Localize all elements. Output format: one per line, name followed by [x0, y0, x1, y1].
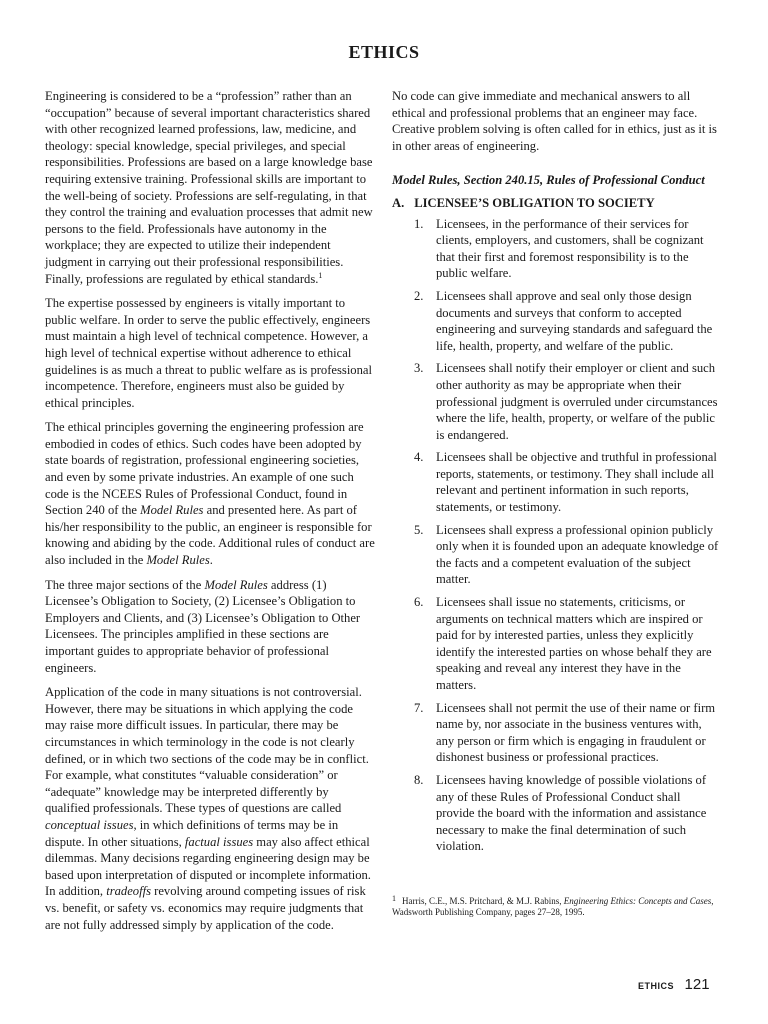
- rule-item: [392, 700, 722, 766]
- paragraph-application-text-d: revolving around competing issues of risk vs. benefit, or safety vs. economics may require judgments that are not fully addressed simply by application of the code.: [45, 884, 366, 932]
- paragraph-no-code: No code can give immediate and mechanical answers to all ethical and professional problems that an engineer may face. Creative problem solving is often called for in ethics, just as it is in other areas of engineering.: [392, 89, 717, 153]
- footnote-text-b: , Wadsworth Publishing Company, pages 27–28, 1995.: [392, 896, 714, 917]
- rule-number: 7.: [414, 700, 424, 715]
- left-column: [45, 88, 375, 941]
- rule-number: 6.: [414, 595, 424, 610]
- rule-number: 3.: [414, 361, 424, 376]
- subsection-heading: [392, 195, 722, 212]
- rule-text: Licensees having knowledge of possible violations of any of these Rules of Professional Conduct shall provide the board with the information and assistance necessary to make the final determination of such violation.: [436, 772, 707, 854]
- rule-text: Licensees shall approve and seal only those design documents and surveys that conform to accepted engineering and surveying standards and safeguard the life, health, property, and welfare of the public.: [436, 288, 713, 353]
- page-number: 121: [684, 976, 710, 993]
- page-title: ETHICS: [348, 42, 420, 62]
- paragraph-application: [45, 684, 375, 933]
- paragraph-expertise: The expertise possessed by engineers is vitally important to public welfare. In order to serve the public effectively, engineers must maintain a high level of technical competence. However, a high level of technical expertise without adherence to ethical guidelines is as much a threat to public welfare as is professional incompetence. Therefore, engineers must also be guided by ethical principles.: [45, 296, 372, 410]
- rules-list: [392, 216, 722, 855]
- paragraph-application-text-c: may also affect ethical dilemmas. Many decisions regarding engineering design may be based upon interpretation of disputed or incomplete information. In addition,: [45, 834, 371, 899]
- paragraph-profession-text: Engineering is considered to be a “profession” rather than an “occupation” because of several important characteristics shared with other recognized learned professions, law, medicine, and theology: special knowledge, special privileges, and special responsibilities. Professions are based on a large knowledge base requiring extensive training. Professional skills are important to the well-being of society. Professions are self-regulating, in that they control the training and evaluation processes that admit new persons to the field. Professionals have autonomy in the workplace; they are expected to utilize their independent judgment in carrying out their professional responsibilities. Finally, professions are regulated by ethical standards.: [45, 89, 373, 286]
- rule-item: [392, 522, 722, 588]
- rule-item: [392, 288, 722, 354]
- right-column: [392, 88, 722, 861]
- model-rules-ref: Model Rules: [146, 553, 210, 568]
- section-heading: Model Rules, Section 240.15, Rules of Professional Conduct: [392, 173, 705, 188]
- paragraph-application-text-a: Application of the code in many situations is not controversial. However, there may be situations in which applying the code may raise more difficult issues. In particular, there may be circumstances in which terminology in the code is not clearly defined, or in which two sections of the code may be in conflict. For example, what constitutes “valuable consideration” or “adequate” knowledge may be interpreted differently by qualified professionals. These types of questions are called: [45, 685, 369, 816]
- term-factual-issues: factual issues: [184, 834, 254, 849]
- rule-item: [392, 594, 722, 694]
- footnote: [392, 896, 722, 918]
- paragraph-codes-text-a: The ethical principles governing the engineering profession are embodied in codes of ethics. Such codes have been adopted by state boards of registration, professional engineering societies, and even by some private industries. An example of one such code is the NCEES Rules of Professional Conduct, found in Section 240 of the: [45, 420, 364, 518]
- paragraph-codes: [45, 419, 375, 568]
- footnote-mark: 1: [392, 894, 396, 903]
- rule-item: [392, 772, 722, 855]
- rule-item: [392, 216, 722, 282]
- paragraph-sections: [45, 577, 375, 677]
- footer-label: ETHICS: [638, 981, 675, 991]
- rule-text: Licensees shall express a professional opinion publicly only when it is founded upon an adequate knowledge of the facts and a competent evaluation of the subject matter.: [436, 522, 719, 587]
- paragraph-application-text-b: , in which definitions of terms may be in dispute. In other situations,: [45, 817, 339, 849]
- footnote-text-a: Harris, C.E., M.S. Pritchard, & M.J. Rabins,: [402, 896, 564, 906]
- rule-text: Licensees, in the performance of their services for clients, employers, and customers, shall be cognizant that their first and foremost responsibility is to the public welfare.: [436, 216, 704, 281]
- subsection-title: LICENSEE’S OBLIGATION TO SOCIETY: [414, 195, 655, 210]
- rule-text: Licensees shall notify their employer or client and such other authority as may be appropriate when their professional judgment is overruled under circumstances where the life, health, property, or welfare of the public is endangered.: [436, 361, 718, 442]
- paragraph-sections-text-b: address (1) Licensee’s Obligation to Society, (2) Licensee’s Obligation to Employers and Clients, and (3) Licensee’s Obligation to Other Licensees. The principles amplified in these sections are important guides to appropriate behavior of professional engineers.: [45, 577, 361, 675]
- paragraph-sections-text-a: The three major sections of the: [45, 577, 205, 592]
- rule-number: 8.: [414, 772, 424, 787]
- rule-number: 2.: [414, 288, 424, 303]
- rule-item: [392, 449, 722, 515]
- term-conceptual-issues: conceptual issues: [45, 817, 134, 832]
- model-rules-ref: Model Rules: [140, 503, 204, 518]
- paragraph-profession: [45, 88, 375, 287]
- paragraph-codes-text-c: .: [209, 553, 213, 568]
- rule-text: Licensees shall be objective and truthful in professional reports, statements, or testimony. They shall include all relevant and pertinent information in such reports, statements, or testimony.: [436, 450, 717, 515]
- footnote-book-title: Engineering Ethics: Concepts and Cases: [563, 896, 712, 906]
- model-rules-ref: Model Rules: [204, 577, 268, 592]
- rule-item: [392, 360, 722, 443]
- term-tradeoffs: tradeoffs: [106, 884, 151, 899]
- page-footer: [638, 976, 710, 993]
- paragraph-codes-text-b: and presented here. As part of his/her responsibility to the public, an engineer is responsible for knowing and abiding by the code. Additional rules of conduct are also included in the: [45, 503, 375, 568]
- rule-number: 5.: [414, 522, 424, 537]
- rule-number: 4.: [414, 450, 424, 465]
- subsection-letter: A.: [392, 195, 405, 210]
- rule-number: 1.: [414, 216, 424, 231]
- footnote-ref: 1: [318, 270, 323, 280]
- rule-text: Licensees shall issue no statements, criticisms, or arguments on technical matters which are inspired or paid for by interested parties, unless they explicitly identify the interested parties on whose behalf they are speaking and reveal any interest they have in the matters.: [436, 595, 712, 692]
- rule-text: Licensees shall not permit the use of their name or firm name by, nor associate in the business ventures with, any person or firm which is engaging in fraudulent or dishonest business or professional practices.: [436, 700, 716, 765]
